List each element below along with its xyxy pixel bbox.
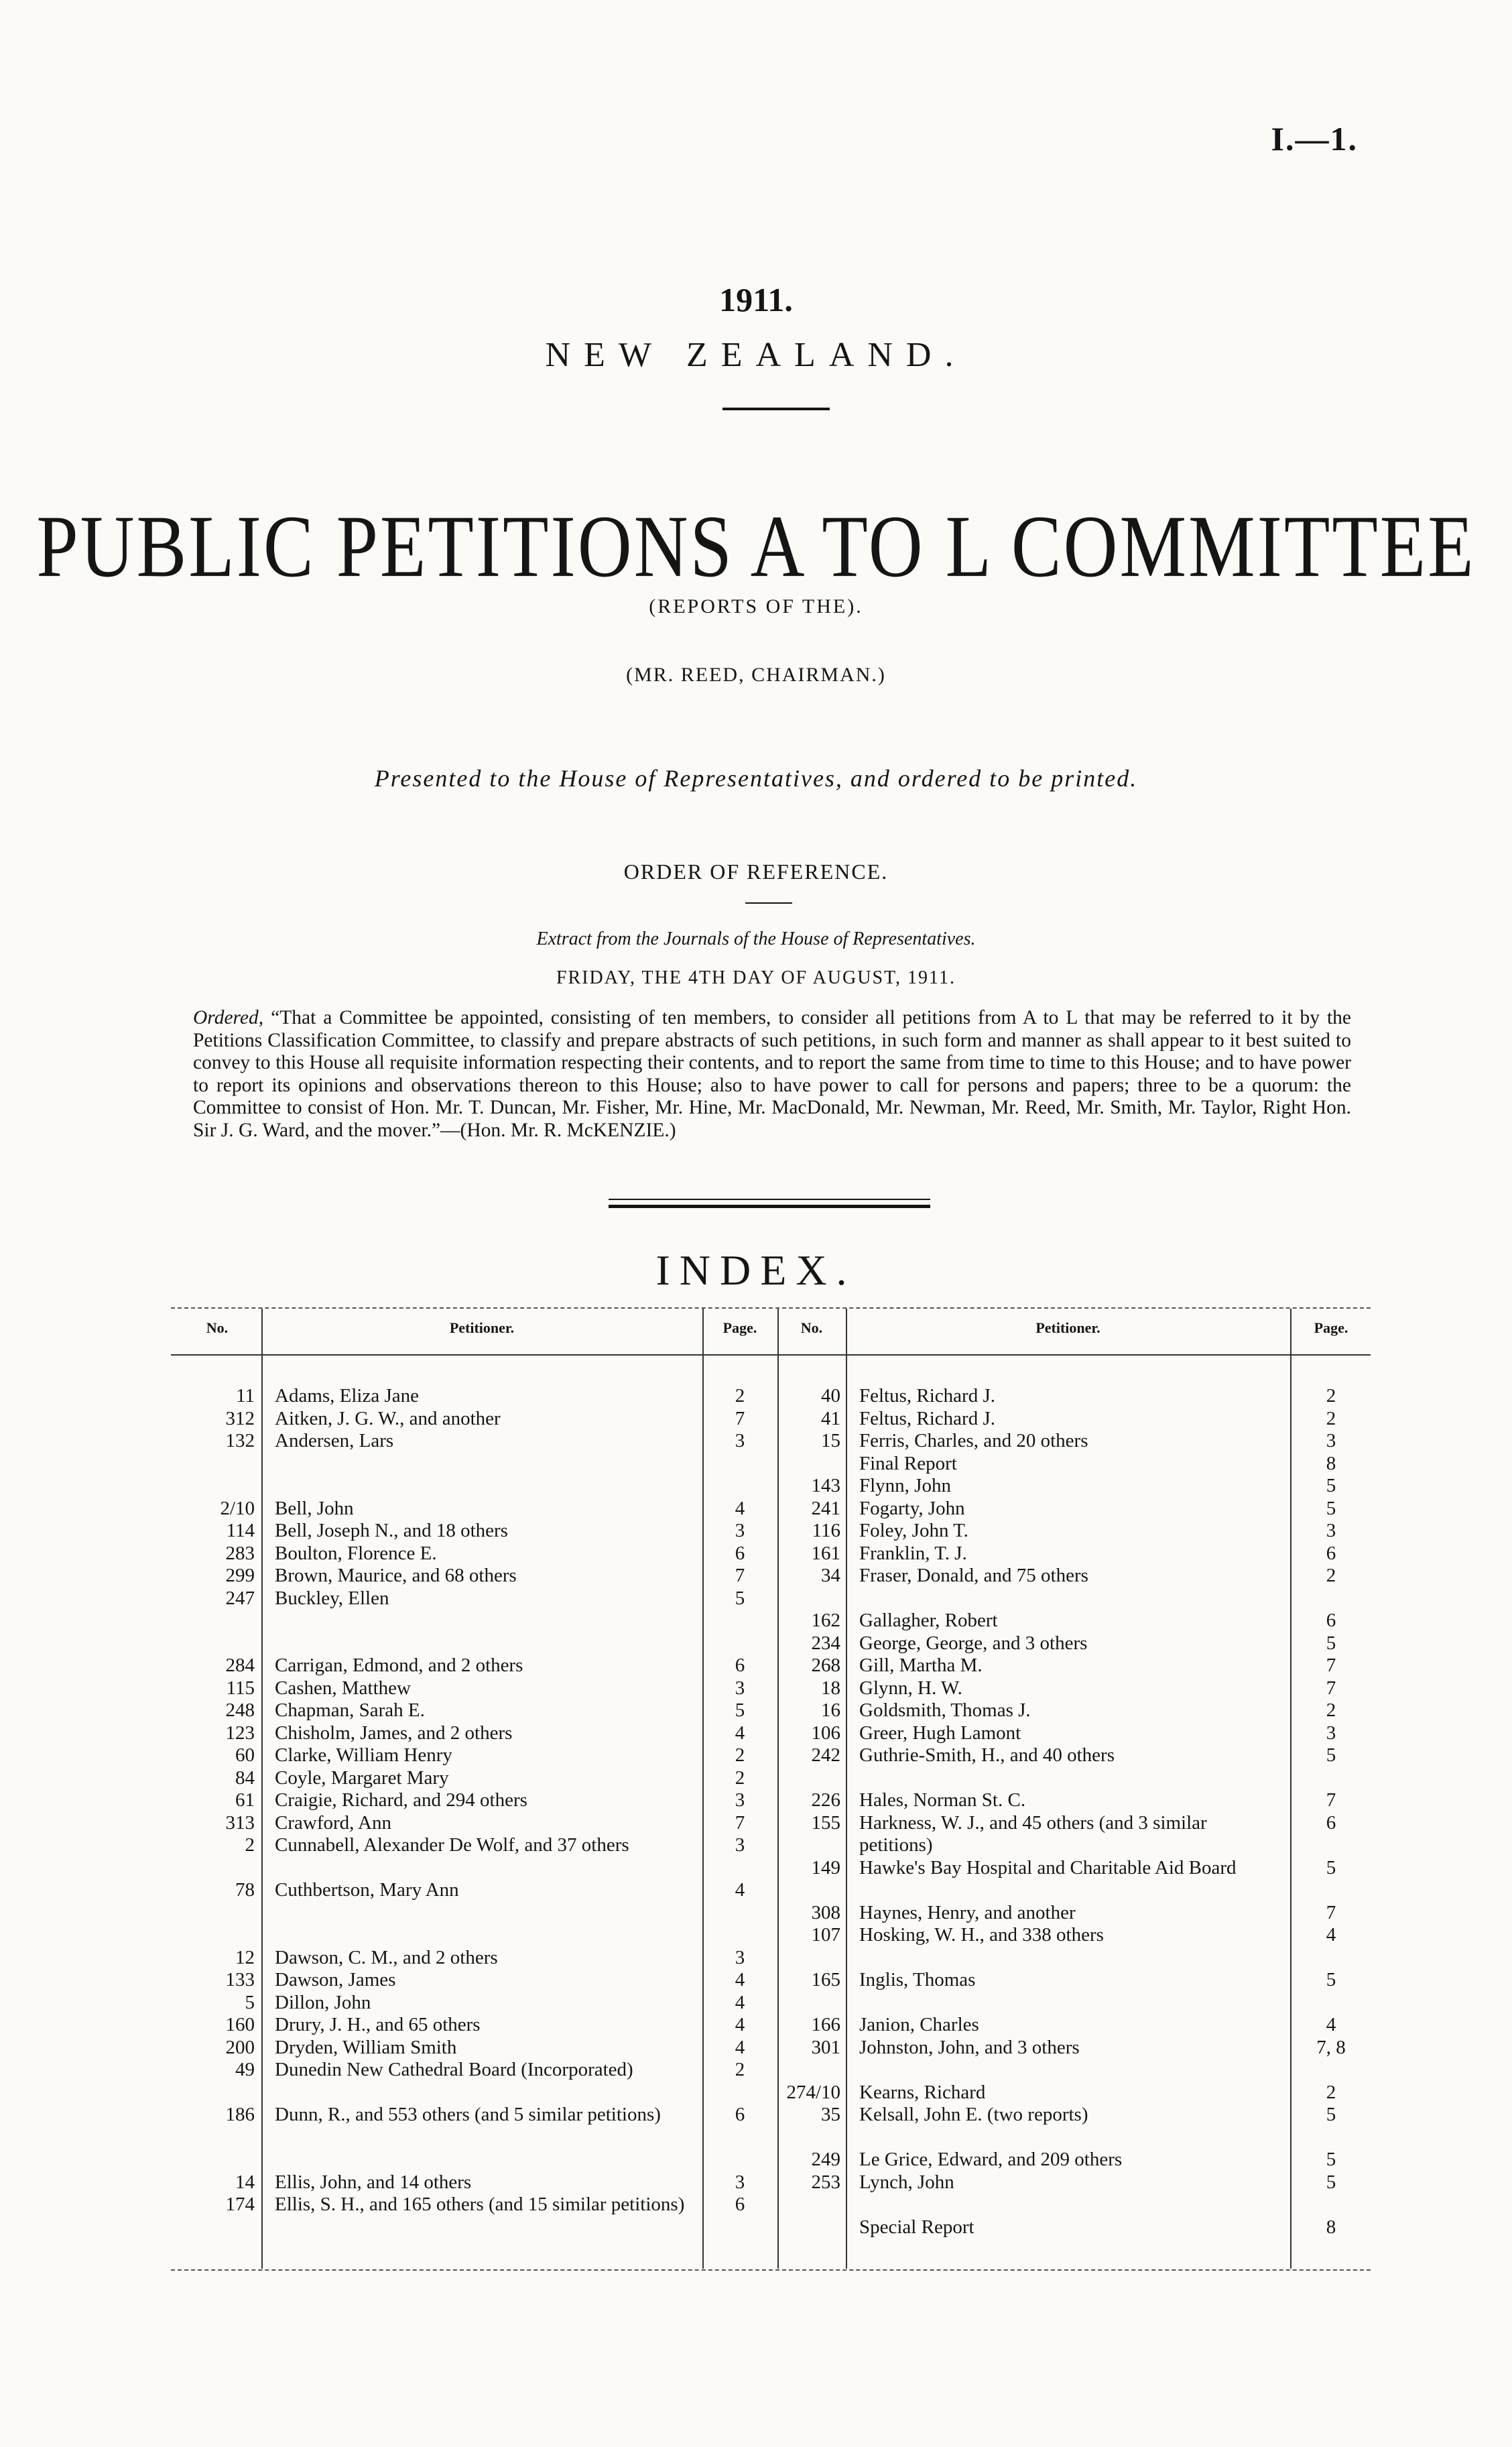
entry-page: 7 [1326, 1789, 1336, 1811]
entry-petitioner: Dunedin New Cathedral Board (Incorporated) [275, 2059, 633, 2080]
entry-petitioner: Dryden, William Smith [275, 2036, 457, 2058]
entry-page: 5 [1326, 1856, 1336, 1878]
entry-petitioner: Ellis, John, and 14 others [275, 2171, 472, 2193]
entry-petitioner: Haynes, Henry, and another [859, 1901, 1076, 1923]
document-title: PUBLIC PETITIONS A TO L COMMITTEE [36, 497, 1476, 596]
entry-petitioner: Boulton, Florence E. [275, 1542, 437, 1564]
entry-number: 249 [811, 2149, 840, 2170]
entry-petitioner: Foley, John T. [859, 1520, 968, 1541]
entry-petitioner: Andersen, Lars [275, 1430, 394, 1451]
entry-page: 3 [735, 1946, 745, 1968]
entry-number: 160 [225, 2014, 255, 2035]
entry-page: 4 [735, 1722, 745, 1744]
entry-petitioner: Flynn, John [859, 1475, 951, 1496]
entry-number: 143 [811, 1475, 840, 1496]
entry-number: 226 [811, 1789, 840, 1811]
order-of-reference-heading: ORDER OF REFERENCE. [623, 859, 889, 884]
entry-petitioner: Kelsall, John E. (two reports) [859, 2104, 1088, 2125]
entry-page: 3 [735, 1789, 745, 1811]
entry-number: 299 [225, 1565, 255, 1586]
document-subtitle: (REPORTS OF THE). [649, 595, 863, 617]
entry-page: 6 [1326, 1811, 1336, 1834]
entry-number: 247 [225, 1587, 255, 1609]
entry-petitioner: Coyle, Margaret Mary [275, 1767, 449, 1789]
entry-number: 61 [235, 1789, 255, 1811]
entry-page: 5 [1326, 2171, 1336, 2193]
entry-number: 116 [812, 1520, 840, 1541]
entry-number: 12 [235, 1946, 255, 1968]
entry-number: 11 [236, 1385, 255, 1407]
entry-number: 149 [811, 1856, 840, 1878]
entry-number: 35 [821, 2104, 840, 2125]
entry-petitioner: Inglis, Thomas [859, 1969, 976, 1990]
entry-petitioner: Cunnabell, Alexander De Wolf, and 37 others [275, 1834, 629, 1856]
entry-number: 18 [821, 1677, 840, 1699]
section-rule [745, 902, 792, 904]
entry-number: 234 [811, 1632, 840, 1654]
entry-page: 7 [735, 1565, 745, 1586]
entry-number: 242 [811, 1744, 840, 1766]
col-divider [261, 1309, 263, 2269]
entry-number: 284 [225, 1655, 255, 1676]
entry-petitioner: Gallagher, Robert [859, 1610, 998, 1631]
entry-petitioner: Dillon, John [275, 1991, 371, 2013]
entry-page: 2 [735, 1744, 745, 1766]
entry-number: 313 [225, 1811, 255, 1834]
header-separator [171, 1354, 1371, 1356]
entry-number: 41 [821, 1407, 840, 1429]
entry-page: 7, 8 [1316, 2036, 1346, 2058]
entry-page: 5 [735, 1587, 745, 1609]
entry-petitioner: Hales, Norman St. C. [859, 1789, 1026, 1811]
entry-number: 174 [225, 2194, 255, 2215]
entry-number: 2 [245, 1834, 255, 1856]
entry-number: 14 [235, 2171, 255, 2193]
double-rule-top [609, 1199, 930, 1200]
entry-number: 308 [811, 1901, 840, 1923]
page-reference: I.—1. [1271, 120, 1358, 158]
entry-page: 5 [735, 1699, 745, 1721]
entry-page: 8 [1326, 2216, 1336, 2238]
entry-page: 4 [735, 2036, 745, 2058]
entry-petitioner: Bell, Joseph N., and 18 others [275, 1520, 508, 1541]
entry-number: 162 [811, 1610, 840, 1631]
entry-number: 5 [245, 1991, 255, 2013]
entry-number: 200 [225, 2036, 255, 2058]
entry-petitioner: Hawke's Bay Hospital and Charitable Aid Board [859, 1856, 1237, 1878]
entry-petitioner: Feltus, Richard J. [859, 1385, 995, 1407]
entry-page: 2 [1326, 1565, 1336, 1586]
entry-page: 5 [1326, 1744, 1336, 1766]
entry-page: 7 [735, 1811, 745, 1834]
entry-number: 78 [235, 1879, 255, 1901]
entry-petitioner: Hosking, W. H., and 338 others [859, 1924, 1104, 1946]
date-line: FRIDAY, THE 4TH DAY OF AUGUST, 1911. [556, 967, 956, 988]
col-divider [846, 1309, 847, 2269]
entry-page: 7 [1326, 1901, 1336, 1923]
entry-page: 3 [735, 2171, 745, 2193]
entry-number: 49 [235, 2059, 255, 2080]
entry-number: 312 [225, 1407, 255, 1429]
entry-page: 6 [1326, 1610, 1336, 1631]
entry-page: 2 [1326, 1407, 1336, 1429]
entry-page: 4 [735, 1879, 745, 1901]
entry-number: 2/10 [220, 1497, 255, 1519]
entry-petitioner: Kearns, Richard [859, 2081, 986, 2103]
entry-petitioner: Carrigan, Edmond, and 2 others [275, 1655, 523, 1676]
entry-page: 4 [1326, 2014, 1336, 2035]
entry-petitioner: Fraser, Donald, and 75 others [859, 1565, 1088, 1586]
index-top-border [171, 1307, 1371, 1309]
entry-page: 5 [1326, 1969, 1336, 1990]
entry-page: 4 [735, 2014, 745, 2035]
entry-page: 3 [735, 1430, 745, 1451]
entry-page: 6 [735, 2194, 745, 2215]
entry-petitioner: Final Report [859, 1452, 957, 1474]
entry-petitioner: Le Grice, Edward, and 209 others [859, 2149, 1123, 2170]
entry-number: 40 [821, 1385, 840, 1407]
entry-petitioner: George, George, and 3 others [859, 1632, 1088, 1654]
entry-petitioner: Lynch, John [859, 2171, 954, 2193]
entry-number: 165 [811, 1969, 840, 1990]
entry-page: 3 [1326, 1520, 1336, 1541]
left-header-page: Page. [722, 1319, 757, 1336]
entry-page: 7 [1326, 1655, 1336, 1676]
entry-page: 2 [1326, 2081, 1336, 2103]
entry-petitioner: Franklin, T. J. [859, 1542, 967, 1564]
entry-page: 3 [1326, 1722, 1336, 1744]
entry-petitioner: Glynn, H. W. [859, 1677, 962, 1699]
entry-page: 3 [735, 1520, 745, 1541]
entry-number: 84 [235, 1767, 255, 1789]
entry-petitioner: Ferris, Charles, and 20 others [859, 1430, 1088, 1451]
entry-number: 166 [811, 2014, 840, 2035]
entry-petitioner: Guthrie-Smith, H., and 40 others [859, 1744, 1115, 1766]
entry-page: 5 [1326, 1475, 1336, 1496]
right-header-page: Page. [1314, 1319, 1348, 1336]
entry-number: 15 [821, 1430, 840, 1451]
entry-number: 161 [811, 1542, 840, 1564]
entry-petitioner: Clarke, William Henry [275, 1744, 452, 1766]
entry-petitioner: Bell, John [275, 1497, 354, 1519]
entry-page: 6 [735, 1655, 745, 1676]
entry-petitioner: Brown, Maurice, and 68 others [275, 1565, 517, 1586]
order-paragraph [193, 1007, 1351, 1142]
entry-petitioner: Crawford, Ann [275, 1811, 391, 1834]
order-lead: Ordered, [193, 1007, 264, 1028]
entry-petitioner: Cuthbertson, Mary Ann [275, 1879, 459, 1901]
entry-page: 5 [1326, 2104, 1336, 2125]
entry-petitioner: Greer, Hugh Lamont [859, 1722, 1021, 1744]
entry-page: 6 [1326, 1542, 1336, 1564]
entry-number: 16 [821, 1699, 840, 1721]
order-text: “That a Committee be appointed, consisting of ten members, to consider all petitions from A to L that may be referred to it by the Petitions Classification Committee, to classify and prepare abstracts of such petitions, in such form and manner as shall appear to it best suited to convey to this House all requisite information respecting their contents, and to report the same from time to time to this House; and to have power to report its opinions and observations thereon to this House; also to have power to call for persons and papers; three to be a quorum: the Committee to consist of Hon. Mr. T. Duncan, Mr. Fisher, Mr. Hine, Mr. MacDonald, Mr. Newman, Mr. Reed, Mr. Smith, Mr. Taylor, Right Hon. Sir J. G. Ward, and the mover.”—(Hon. Mr. R. McKENZIE.) [193, 1007, 1352, 1141]
entry-petitioner: Janion, Charles [859, 2014, 979, 2035]
entry-petitioner: Special Report [859, 2216, 974, 2238]
entry-petitioner: Feltus, Richard J. [859, 1407, 995, 1429]
entry-page: 2 [735, 2059, 745, 2080]
entry-page: 2 [1326, 1385, 1336, 1407]
entry-page: 4 [1326, 1924, 1336, 1946]
entry-petitioner: Fogarty, John [859, 1497, 965, 1519]
entry-petitioner: Adams, Eliza Jane [275, 1385, 420, 1407]
entry-page: 7 [735, 1407, 745, 1429]
entry-page: 6 [735, 2104, 745, 2125]
entry-petitioner: Craigie, Richard, and 294 others [275, 1789, 527, 1811]
entry-page: 3 [1326, 1430, 1336, 1451]
entry-number: 114 [226, 1520, 255, 1541]
entry-page: 8 [1326, 1452, 1336, 1474]
entry-page: 5 [1326, 1632, 1336, 1654]
entry-number: 60 [235, 1744, 255, 1766]
year: 1911. [719, 281, 793, 318]
extract-line: Extract from the Journals of the House of Representatives. [536, 929, 976, 949]
entry-page: 2 [735, 1385, 745, 1407]
country: NEW ZEALAND. [545, 336, 967, 374]
entry-page: 3 [735, 1834, 745, 1856]
entry-petitioner: Aitken, J. G. W., and another [275, 1407, 501, 1429]
entry-number: 274/10 [786, 2081, 840, 2103]
entry-number: 133 [225, 1969, 255, 1990]
entry-page: 2 [1326, 1699, 1336, 1721]
entry-number: 107 [811, 1924, 840, 1946]
entry-petitioner: Gill, Martha M. [859, 1655, 983, 1676]
entry-petitioner: Cashen, Matthew [275, 1677, 411, 1699]
entry-petitioner: Buckley, Ellen [275, 1587, 389, 1609]
index-title: INDEX. [655, 1246, 857, 1294]
entry-page: 5 [1326, 1497, 1336, 1519]
entry-number: 268 [811, 1655, 840, 1676]
entry-petitioner: Harkness, W. J., and 45 others (and 3 similar petitions) [859, 1811, 1207, 1856]
entry-petitioner: Dunn, R., and 553 others (and 5 similar petitions) [275, 2104, 661, 2125]
entry-petitioner: Goldsmith, Thomas J. [859, 1699, 1031, 1721]
entry-petitioner: Chisholm, James, and 2 others [275, 1722, 513, 1744]
left-header-petitioner: Petitioner. [449, 1319, 515, 1336]
entry-page: 3 [735, 1677, 745, 1699]
entry-page: 2 [735, 1767, 745, 1789]
entry-number: 241 [811, 1497, 840, 1519]
entry-number: 186 [225, 2104, 255, 2125]
entry-number: 115 [226, 1677, 255, 1699]
entry-petitioner: Ellis, S. H., and 165 others (and 15 similar petitions) [275, 2194, 685, 2215]
index-bottom-border [171, 2269, 1371, 2271]
entry-number: 248 [225, 1699, 255, 1721]
entry-page: 5 [1326, 2149, 1336, 2170]
entry-petitioner: Johnston, John, and 3 others [859, 2036, 1080, 2058]
chairman-line: (MR. REED, CHAIRMAN.) [626, 664, 886, 686]
entry-petitioner: Dawson, C. M., and 2 others [275, 1946, 498, 1968]
entry-number: 253 [811, 2171, 840, 2193]
right-header-petitioner: Petitioner. [1035, 1319, 1100, 1336]
entry-petitioner: Drury, J. H., and 65 others [275, 2014, 481, 2035]
entry-petitioner: Dawson, James [275, 1969, 396, 1990]
entry-number: 155 [811, 1811, 840, 1834]
entry-page: 4 [735, 1969, 745, 1990]
entry-page: 7 [1326, 1677, 1336, 1699]
entry-number: 132 [225, 1430, 255, 1451]
entry-page: 4 [735, 1991, 745, 2013]
entry-page: 4 [735, 1497, 745, 1519]
entry-number: 301 [811, 2036, 840, 2058]
double-rule-bottom [609, 1205, 930, 1208]
entry-number: 106 [811, 1722, 840, 1744]
entry-number: 34 [821, 1565, 840, 1586]
presented-line: Presented to the House of Representatives, and ordered to be printed. [374, 765, 1138, 792]
entry-number: 283 [225, 1542, 255, 1564]
entry-petitioner: Chapman, Sarah E. [275, 1699, 425, 1721]
left-header-no: No. [206, 1319, 229, 1336]
entry-page: 6 [735, 1542, 745, 1564]
title-rule [722, 408, 830, 410]
right-header-no: No. [800, 1319, 823, 1336]
entry-number: 123 [225, 1722, 255, 1744]
